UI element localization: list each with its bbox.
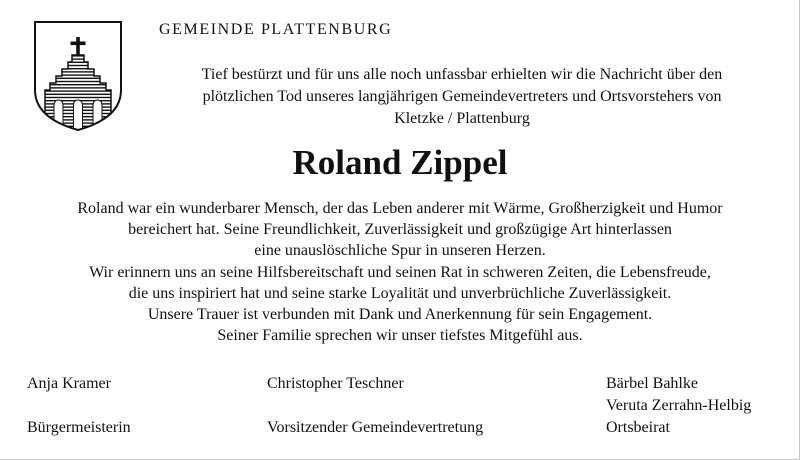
signatory-role: Bürgermeisterin [27, 419, 131, 436]
signatory-name: Anja Kramer [27, 375, 111, 392]
coat-of-arms-icon [33, 20, 123, 132]
tribute-line: Roland war ein wunderbarer Mensch, der das Leben anderer mit Wärme, Großherzigkeit und Humor [77, 200, 723, 217]
signatory-name: Christopher Teschner [267, 375, 404, 392]
tribute-text [0, 198, 800, 346]
intro-line: plötzlichen Tod unseres langjährigen Gemeindevertreters und Ortsvorstehers von [202, 88, 722, 105]
municipality-name: GEMEINDE PLATTENBURG [159, 21, 393, 38]
signatory-role: Ortsbeirat [606, 419, 670, 436]
tribute-line: Seiner Familie sprechen wir unser tiefstes Mitgefühl aus. [217, 327, 583, 345]
deceased-name: Roland Zippel [292, 143, 508, 182]
tribute-line: eine unauslöschliche Spur in unseren Herzen. [254, 242, 546, 260]
tribute-line: Unsere Trauer ist verbunden mit Dank und Anerkennung für sein Engagement. [147, 306, 653, 324]
intro-line: Kletzke / Plattenburg [394, 110, 530, 127]
signatory-role: Vorsitzender Gemeindevertretung [267, 419, 484, 436]
intro-line: Tief bestürzt und für uns alle noch unfassbar erhielten wir die Nachricht über den [201, 66, 723, 83]
tribute-line: Wir erinnern uns an seine Hilfsbereitschaft und seinen Rat in schweren Zeiten, die Lebensfreude, [89, 263, 711, 281]
intro-text [150, 64, 774, 130]
tribute-line: die uns inspiriert hat und seine starke Loyalität und unverbrüchliche Zuverlässigkeit. [128, 284, 672, 302]
tribute-line: bereichert hat. Seine Freundlichkeit, Zuverlässigkeit und großzügige Art hinterlassen [128, 221, 672, 239]
signatory-name: Bärbel Bahlke [606, 375, 698, 392]
signatory-name: Veruta Zerrahn-Helbig [606, 397, 752, 414]
